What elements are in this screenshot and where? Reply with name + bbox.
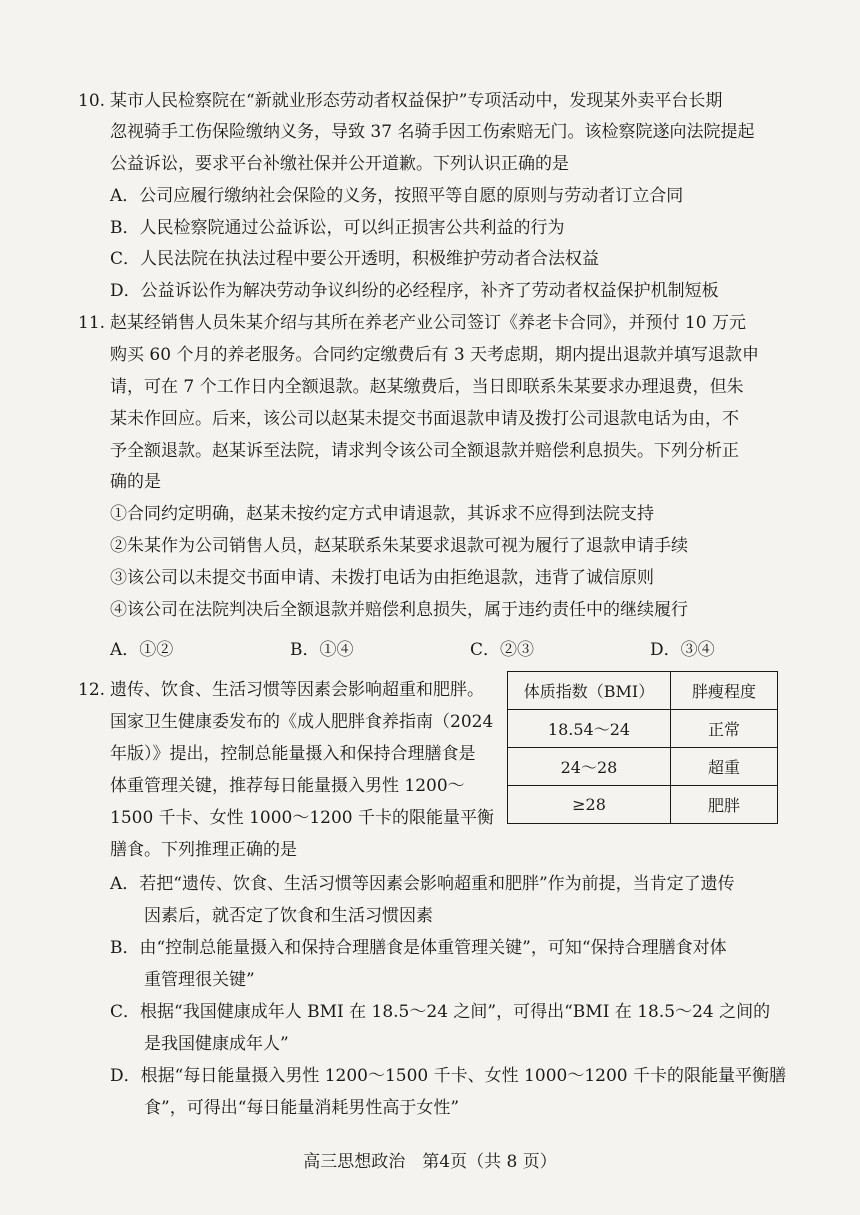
table-header: 体质指数（BMI） (508, 672, 671, 710)
question-text-line: 遗传、饮食、生活习惯等因素会影响超重和肥胖。 (110, 680, 484, 700)
question-text-line: 膳食。下列推理正确的是 (110, 840, 297, 860)
choice-d: D．③④ (650, 640, 715, 660)
table-cell: 24～28 (508, 748, 671, 786)
table-row (508, 710, 778, 748)
statement-4: ④该公司在法院判决后全额退款并赔偿利息损失，属于违约责任中的继续履行 (110, 600, 688, 620)
option-c: C．根据“我国健康成年人 BMI 在 18.5～24 之间”，可得出“BMI 在 18.5～24 之间的 (110, 1002, 771, 1022)
table-cell: 正常 (671, 710, 778, 748)
table-row (508, 786, 778, 824)
option-d: D．公益诉讼作为解决劳动争议纠纷的必经程序，补齐了劳动者权益保护机制短板 (110, 281, 719, 301)
option-c-continued: 是我国健康成年人” (144, 1034, 289, 1054)
table-cell: 18.54～24 (508, 710, 671, 748)
choice-c: C．②③ (470, 640, 535, 660)
page-footer: 高三思想政治 第4页（共 8 页） (303, 1152, 557, 1172)
option-a: A．公司应履行缴纳社会保险的义务，按照平等自愿的原则与劳动者订立合同 (110, 186, 684, 206)
table-cell: 肥胖 (671, 786, 778, 824)
question-text-line: 年版）》提出，控制总能量摄入和保持合理膳食是 (110, 744, 476, 764)
table-header-row (508, 672, 778, 710)
table-cell: 超重 (671, 748, 778, 786)
option-b-continued: 重管理很关键” (144, 970, 255, 990)
table-row (508, 748, 778, 786)
statement-1: ①合同约定明确，赵某未按约定方式申请退款，其诉求不应得到法院支持 (110, 504, 654, 524)
table-cell: ≥28 (508, 786, 671, 824)
statement-2: ②朱某作为公司销售人员，赵某联系朱某要求退款可视为履行了退款申请手续 (110, 536, 688, 556)
table-header: 胖瘦程度 (671, 672, 778, 710)
option-d: D．根据“每日能量摄入男性 1200～1500 千卡、女性 1000～1200 千卡的限能量平衡膳 (110, 1066, 786, 1086)
question-text-line: 赵某经销售人员朱某介绍与其所在养老产业公司签订《养老卡合同》，并预付 10 万元 (110, 313, 746, 333)
question-number: 12. (78, 680, 106, 700)
question-text-line: 某未作回应。后来，该公司以赵某未提交书面退款申请及拨打公司退款电话为由，不 (110, 409, 739, 429)
choice-b: B．①④ (290, 640, 354, 660)
question-text-line: 1500 千卡、女性 1000～1200 千卡的限能量平衡 (110, 808, 495, 828)
question-text-line: 公益诉讼，要求平台补缴社保并公开道歉。下列认识正确的是 (110, 154, 569, 174)
option-a: A．若把“遗传、饮食、生活习惯等因素会影响超重和肥胖”作为前提，当肯定了遗传 (110, 874, 735, 894)
question-text-line: 确的是 (110, 472, 161, 492)
question-text-line: 予全额退款。赵某诉至法院，请求判令该公司全额退款并赔偿利息损失。下列分析正 (110, 441, 739, 461)
option-a-continued: 因素后，就否定了饮食和生活习惯因素 (144, 906, 433, 926)
bmi-table (507, 671, 778, 824)
question-text-line: 购买 60 个月的养老服务。合同约定缴费后有 3 天考虑期，期内提出退款并填写退款申 (110, 345, 760, 365)
question-text-line: 请，可在 7 个工作日内全额退款。赵某缴费后，当日即联系朱某要求办理退费，但朱 (110, 377, 744, 397)
question-number: 11. (78, 313, 106, 333)
choice-a: A．①② (110, 640, 174, 660)
statement-3: ③该公司以未提交书面申请、未拨打电话为由拒绝退款，违背了诚信原则 (110, 568, 654, 588)
option-d-continued: 食”，可得出“每日能量消耗男性高于女性” (144, 1098, 460, 1118)
question-text-line: 某市人民检察院在“新就业形态劳动者权益保护”专项活动中，发现某外卖平台长期 (110, 91, 723, 111)
question-text-line: 体重管理关键，推荐每日能量摄入男性 1200～ (110, 776, 465, 796)
question-text-line: 国家卫生健康委发布的《成人肥胖食养指南（2024 (110, 712, 494, 732)
option-b: B．由“控制总能量摄入和保持合理膳食是体重管理关键”，可知“保持合理膳食对体 (110, 938, 727, 958)
question-text-line: 忽视骑手工伤保险缴纳义务，导致 37 名骑手因工伤索赔无门。该检察院遂向法院提起 (110, 122, 755, 142)
option-c: C．人民法院在执法过程中要公开透明，积极维护劳动者合法权益 (110, 249, 600, 269)
question-number: 10. (78, 91, 106, 111)
option-b: B．人民检察院通过公益诉讼，可以纠正损害公共利益的行为 (110, 218, 565, 238)
